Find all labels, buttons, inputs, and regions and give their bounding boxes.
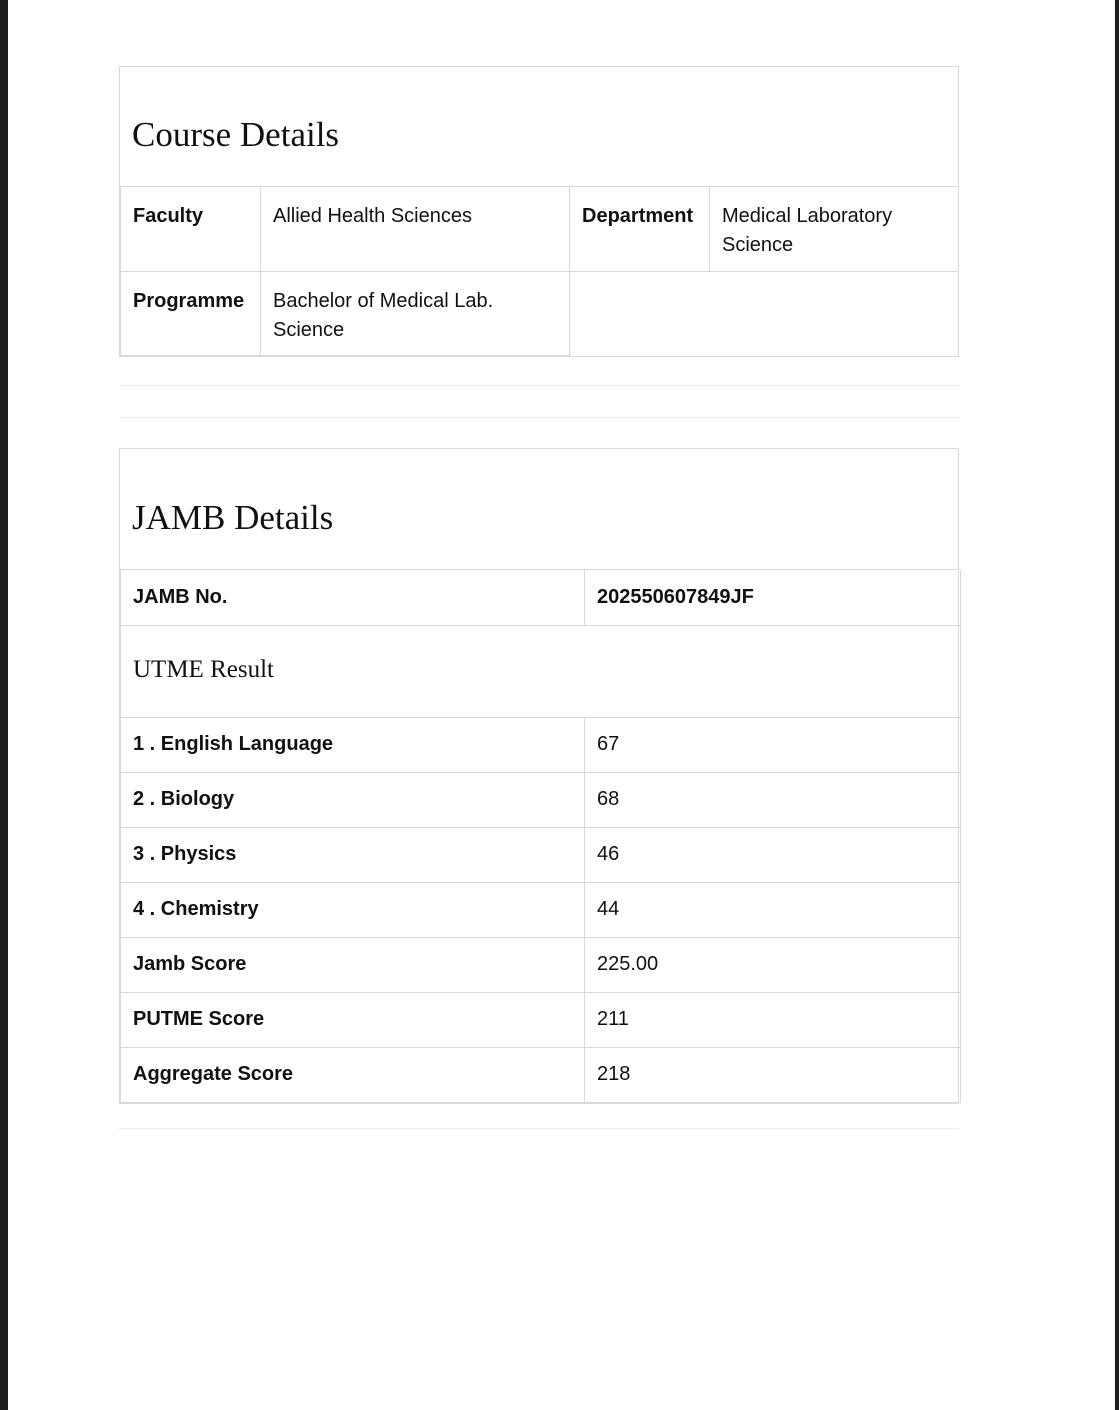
course-details-card bbox=[119, 66, 959, 357]
utme-result-heading: UTME Result bbox=[121, 625, 961, 717]
putme-score-label: PUTME Score bbox=[121, 992, 585, 1047]
department-value: Medical Laboratory Science bbox=[710, 187, 959, 271]
subject-score: 46 bbox=[585, 827, 961, 882]
divider bbox=[119, 1128, 959, 1129]
table-row bbox=[121, 570, 961, 625]
subject-label: 3 . Physics bbox=[121, 827, 585, 882]
jamb-no-value: 202550607849JF bbox=[585, 570, 961, 625]
jamb-details-table bbox=[120, 570, 961, 1103]
subject-label: 4 . Chemistry bbox=[121, 882, 585, 937]
table-row bbox=[121, 717, 961, 772]
department-label: Department bbox=[570, 187, 710, 271]
jamb-details-card bbox=[119, 448, 959, 1104]
jamb-score-value: 225.00 bbox=[585, 937, 961, 992]
divider bbox=[119, 417, 959, 418]
subject-label: 2 . Biology bbox=[121, 772, 585, 827]
table-row bbox=[121, 625, 961, 717]
course-details-title bbox=[120, 67, 958, 187]
jamb-details-title-text: JAMB Details bbox=[132, 498, 334, 537]
faculty-label: Faculty bbox=[121, 187, 261, 271]
document-page bbox=[8, 0, 1115, 1410]
table-row bbox=[121, 827, 961, 882]
aggregate-score-value: 218 bbox=[585, 1047, 961, 1102]
aggregate-score-label: Aggregate Score bbox=[121, 1047, 585, 1102]
programme-value: Bachelor of Medical Lab. Science bbox=[261, 271, 570, 355]
jamb-no-label: JAMB No. bbox=[121, 570, 585, 625]
course-details-table bbox=[120, 187, 959, 356]
jamb-details-title bbox=[120, 449, 958, 570]
table-row bbox=[121, 187, 959, 271]
table-row bbox=[121, 1047, 961, 1102]
divider bbox=[119, 385, 959, 386]
subject-score: 44 bbox=[585, 882, 961, 937]
table-row bbox=[121, 992, 961, 1047]
subject-score: 68 bbox=[585, 772, 961, 827]
jamb-score-label: Jamb Score bbox=[121, 937, 585, 992]
subject-label: 1 . English Language bbox=[121, 717, 585, 772]
table-row bbox=[121, 937, 961, 992]
programme-label: Programme bbox=[121, 271, 261, 355]
table-row bbox=[121, 772, 961, 827]
course-details-title-text: Course Details bbox=[132, 115, 340, 154]
empty-cell bbox=[570, 271, 959, 355]
subject-score: 67 bbox=[585, 717, 961, 772]
table-row bbox=[121, 882, 961, 937]
putme-score-value: 211 bbox=[585, 992, 961, 1047]
table-row bbox=[121, 271, 959, 355]
faculty-value: Allied Health Sciences bbox=[261, 187, 570, 271]
